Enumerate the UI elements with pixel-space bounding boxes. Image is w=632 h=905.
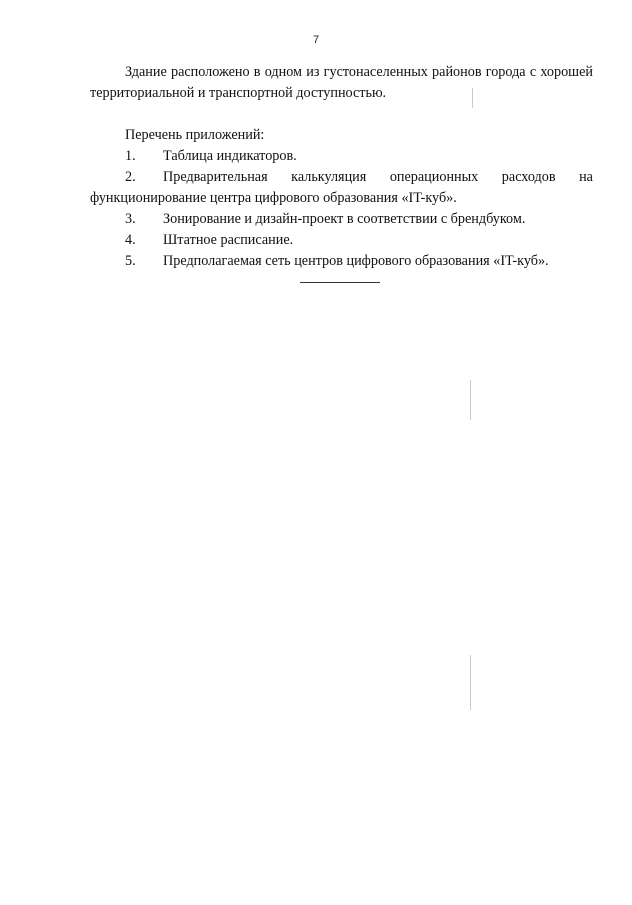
list-item-word: на xyxy=(579,169,593,185)
list-item xyxy=(90,251,593,272)
list-item xyxy=(90,167,593,209)
list-item-number: 2. xyxy=(125,169,136,185)
list-item-text-continuation: функционирование центра цифрового образования «IT-куб». xyxy=(90,190,457,206)
scan-artifact xyxy=(470,380,471,420)
list-item-number: 1. xyxy=(125,148,136,164)
page-number: 7 xyxy=(312,34,320,46)
document-body xyxy=(90,62,593,272)
list-item-text: Таблица индикаторов. xyxy=(163,148,297,164)
list-item-text: Зонирование и дизайн-проект в соответствии с брендбуком. xyxy=(163,211,526,227)
list-item-word: расходов xyxy=(501,169,556,185)
scan-artifact xyxy=(472,88,473,108)
list-item-text-first-line xyxy=(163,167,593,188)
list-item-number: 3. xyxy=(125,211,136,227)
list-item-word: калькуляция xyxy=(291,169,367,185)
list-item-word: Предварительная xyxy=(163,169,268,185)
appendix-list-title: Перечень приложений: xyxy=(125,127,265,143)
list-item-text: Предполагаемая сеть центров цифрового образования «IT-куб». xyxy=(163,253,549,269)
end-of-document-rule xyxy=(300,282,380,283)
building-paragraph: Здание расположено в одном из густонаселенных районов города с хорошей территориальной и транспортной доступностью. xyxy=(90,64,593,101)
list-item-number: 5. xyxy=(125,253,136,269)
list-item xyxy=(90,230,593,251)
list-item xyxy=(90,209,593,230)
scan-artifact xyxy=(470,655,471,710)
list-item xyxy=(90,146,593,167)
list-item-number: 4. xyxy=(125,232,136,248)
list-item-word: операционных xyxy=(389,169,479,185)
appendix-list xyxy=(90,146,593,272)
list-item-text: Штатное расписание. xyxy=(163,232,294,248)
